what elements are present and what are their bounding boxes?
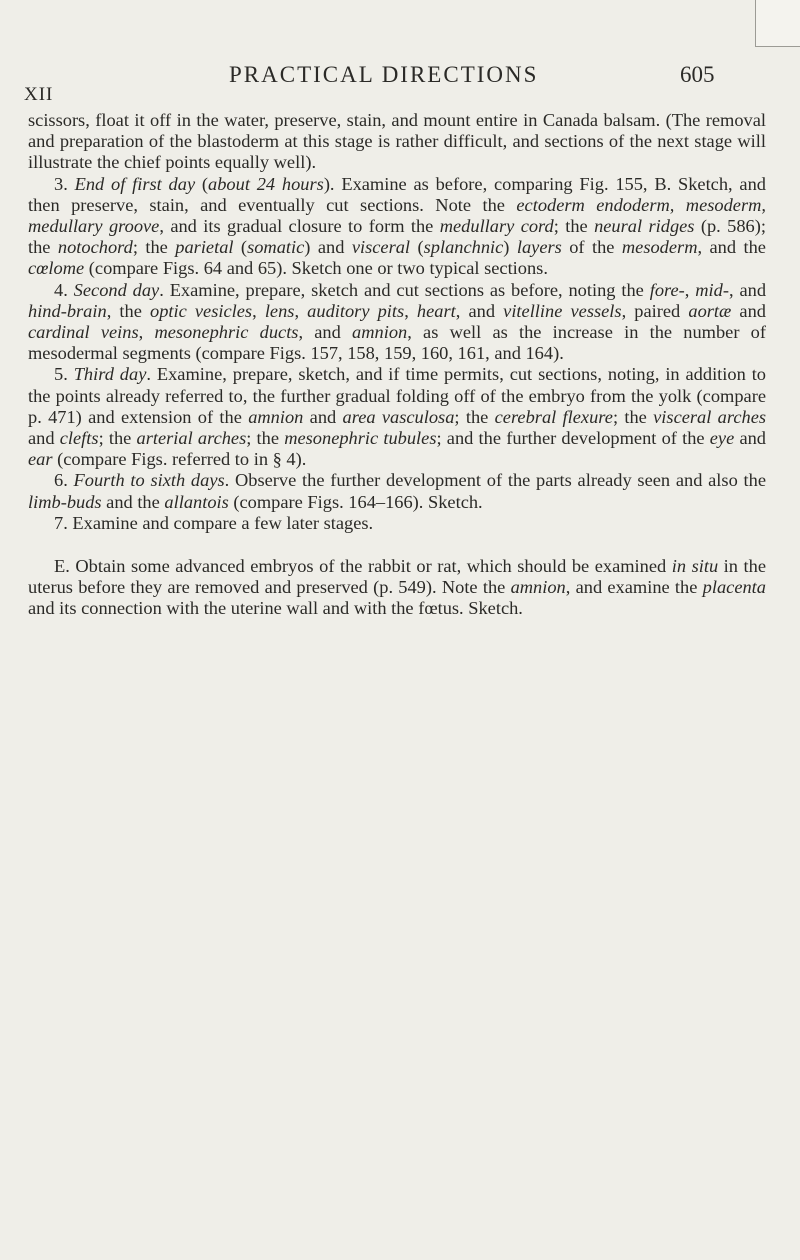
paragraph-item-3: [28, 174, 766, 280]
text-run: ,: [684, 279, 696, 300]
text-run: , and: [728, 279, 767, 300]
text-run: ,: [404, 300, 417, 321]
text-run: E. Obtain some advanced embryos of the rabbit or rat, which should be examined: [54, 556, 672, 577]
paragraph-item-7: [28, 513, 766, 534]
text-run: (compare Figs. 64 and 65). Sketch one or two typical sections.: [84, 258, 548, 279]
text-run: of the: [561, 237, 622, 258]
text-run: ,: [252, 300, 265, 321]
italic-term: in situ: [671, 556, 719, 577]
text-run: ; the: [454, 406, 495, 427]
text-run: , and examine the: [565, 577, 703, 598]
italic-term: ear: [28, 449, 53, 470]
text-run: , and its gradual closure to form the: [159, 216, 440, 237]
text-run: (compare Figs. referred to in § 4).: [52, 449, 307, 470]
text-run: (compare Figs. 164–166). Sketch.: [228, 491, 483, 512]
italic-term: about 24 hours: [208, 173, 324, 194]
text-run: ) and: [304, 237, 352, 258]
italic-term: mesonephric ducts: [154, 322, 299, 343]
text-run: 7. Examine and compare a few later stages.: [54, 512, 374, 533]
italic-term: heart: [416, 300, 456, 321]
italic-term: auditory pits: [307, 300, 405, 321]
text-run: 3.: [54, 173, 75, 194]
italic-term: optic vesicles: [150, 300, 253, 321]
text-run: ; the: [98, 428, 137, 449]
text-run: . Observe the further development of the parts already seen and also the: [224, 470, 766, 491]
text-run: ; the: [132, 237, 176, 258]
text-run: (: [410, 237, 424, 258]
italic-term: clefts: [59, 428, 99, 449]
italic-term: ectoderm endoderm, mesoderm, medullary groove: [28, 194, 766, 237]
italic-term: cerebral flexure: [494, 406, 613, 427]
text-run: and: [731, 300, 766, 321]
italic-term: Fourth to sixth days: [73, 470, 225, 491]
italic-term: lens: [264, 300, 295, 321]
running-title: PRACTICAL DIRECTIONS: [229, 62, 539, 87]
page-number: 605: [680, 62, 715, 87]
italic-term: Third day: [73, 364, 147, 385]
text-run: and its connection with the uterine wall and with the fœtus. Sketch.: [28, 598, 523, 619]
text-run: (p. 586); the: [28, 216, 766, 258]
italic-term: cœlome: [28, 258, 85, 279]
text-run: 5.: [54, 364, 74, 385]
paragraph-item-4: [28, 280, 766, 365]
italic-term: visceral arches: [653, 406, 767, 427]
italic-term: arterial arches: [136, 428, 247, 449]
text-run: ,: [138, 322, 155, 343]
text-run: 6.: [54, 470, 74, 491]
text-run: ): [503, 237, 517, 258]
italic-term: somatic: [247, 237, 305, 258]
italic-term: limb-buds: [28, 491, 102, 512]
chapter-number: XII: [24, 84, 54, 105]
text-run: scissors, float it off in the water, preserve, stain, and mount entire in Canada balsam. (The removal and preparation of the blastoderm at this stage is rather difficult, and sections of the next stage will illustrate the chief points equally well).: [28, 110, 766, 173]
italic-term: allantois: [164, 491, 229, 512]
text-run: ; the: [246, 428, 285, 449]
text-run: , the: [106, 300, 150, 321]
text-run: and: [303, 406, 343, 427]
italic-term: amnion: [510, 577, 566, 598]
italic-term: End of first day: [74, 173, 196, 194]
text-run: 4.: [54, 279, 74, 300]
text-run: ). Examine as before, comparing Fig. 155, B. Sketch, and then preserve, stain, and eventually cut sections. Note the: [28, 173, 766, 215]
text-run: ; and the further development of the: [436, 428, 710, 449]
italic-term: layers: [516, 237, 562, 258]
italic-term: Second day: [73, 279, 160, 300]
paragraph-continuation: [28, 110, 766, 174]
paragraph-section-e: [28, 556, 766, 620]
text-run: ,: [294, 300, 308, 321]
italic-term: fore-: [649, 279, 685, 300]
italic-term: visceral: [351, 237, 411, 258]
italic-term: mesonephric tubules: [284, 428, 437, 449]
text-run: , paired: [621, 300, 689, 321]
italic-term: medullary cord: [439, 216, 554, 237]
page-edge: [755, 0, 800, 47]
italic-term: amnion: [352, 322, 408, 343]
text-run: in the uterus before they are removed and preserved (p. 549). Note the: [28, 556, 766, 598]
text-run: . Examine, prepare, sketch and cut sections as before, noting the: [159, 279, 650, 300]
italic-term: cardinal veins: [28, 322, 139, 343]
paragraph-item-5: [28, 364, 766, 470]
text-run: , and: [298, 322, 353, 343]
text-run: and: [734, 428, 767, 449]
text-run: (: [195, 173, 209, 194]
italic-term: parietal: [175, 237, 234, 258]
italic-term: aortæ: [688, 300, 732, 321]
italic-term: area vasculosa: [342, 406, 455, 427]
italic-term: neural ridges: [594, 216, 695, 237]
italic-term: amnion: [248, 406, 304, 427]
text-run: and the: [101, 491, 165, 512]
italic-term: splanchnic: [423, 237, 504, 258]
text-run: and: [28, 428, 60, 449]
text-run: ; the: [612, 406, 654, 427]
italic-term: notochord: [57, 237, 133, 258]
italic-term: hind-brain: [28, 300, 107, 321]
italic-term: vitelline vessels: [503, 300, 622, 321]
text-run: , and the: [697, 237, 766, 258]
text-run: . Examine, prepare, sketch, and if time permits, cut sections, noting, in addition to the points already referred to, the further gradual folding off of the embryo from the yolk (compare p. 471) and extension of the: [28, 364, 767, 427]
page-header: [24, 62, 764, 110]
text-run: , as well as the increase in the number of mesodermal segments (compare Figs. 157, 158, 159, 160, 161, and 164).: [28, 322, 766, 364]
text-run: ; the: [553, 216, 595, 237]
italic-term: mid-: [695, 279, 729, 300]
text-run: , and: [455, 300, 504, 321]
italic-term: placenta: [702, 577, 766, 598]
italic-term: eye: [709, 428, 735, 449]
paragraph-item-6: [28, 470, 766, 512]
italic-term: mesoderm: [621, 237, 698, 258]
body-text: [28, 110, 766, 620]
text-run: (: [233, 237, 248, 258]
